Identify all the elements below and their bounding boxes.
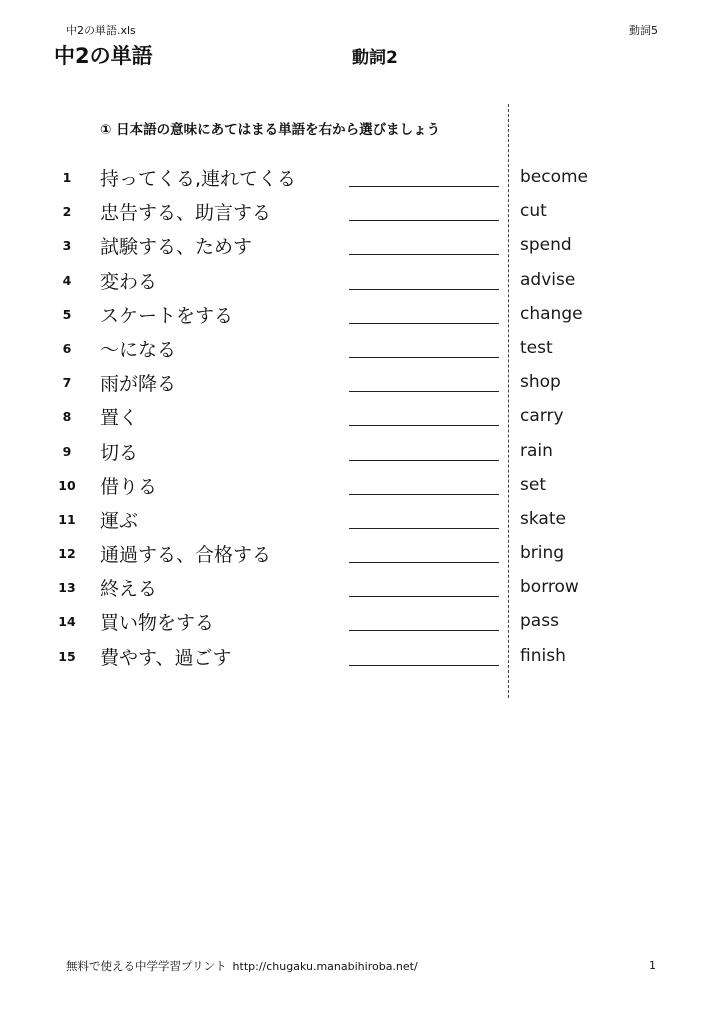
question-text: 置く [100, 407, 139, 430]
question-row [0, 604, 508, 638]
question-number: 10 [58, 477, 76, 493]
question-number: 7 [62, 375, 72, 391]
word-choice: pass [520, 611, 559, 632]
answer-blank[interactable] [349, 460, 499, 461]
word-choice: become [520, 167, 589, 187]
word-choice: advise [520, 269, 576, 290]
question-number: 13 [58, 580, 76, 596]
answer-blank[interactable] [349, 289, 499, 290]
question-text: 買い物をする [100, 612, 215, 635]
question-number: 4 [62, 272, 72, 288]
footer-url-link[interactable]: http://chugaku.manabihiroba.net/ [232, 960, 418, 973]
answer-blank[interactable] [349, 323, 499, 324]
answer-blank[interactable] [349, 630, 499, 631]
page-number: 1 [649, 959, 656, 972]
question-text: 切る [100, 441, 139, 464]
question-number: 6 [62, 340, 72, 356]
footer [66, 958, 418, 974]
word-choice: shop [520, 372, 561, 393]
answer-blank[interactable] [349, 596, 499, 597]
question-number: 2 [62, 204, 72, 220]
question-number: 1 [62, 170, 72, 185]
word-choice: set [520, 474, 546, 495]
question-text: 通過する、合格する [100, 544, 272, 567]
word-choice: carry [520, 406, 564, 427]
question-number: 12 [58, 546, 76, 562]
answer-blank[interactable] [349, 254, 499, 255]
file-name: 中2の単語.xls [66, 24, 136, 37]
page-title: 中2の単語 [54, 44, 153, 68]
question-row [0, 365, 508, 399]
answer-blank[interactable] [349, 186, 499, 187]
question-row [0, 570, 508, 604]
question-text: 費やす、過ごす [100, 646, 232, 669]
question-text: ～になる [100, 338, 177, 361]
word-choice-list [520, 160, 588, 673]
page-subtitle: 動詞2 [352, 48, 398, 68]
question-number: 9 [62, 443, 72, 459]
question-number: 8 [62, 409, 72, 425]
instruction: ① 日本語の意味にあてはまる単語を右から選びましょう [100, 122, 441, 138]
question-number: 3 [62, 238, 72, 254]
question-text: 持ってくる,連れてくる [100, 168, 297, 190]
word-choice: test [520, 337, 553, 358]
word-choice: skate [520, 508, 566, 529]
page-code: 動詞5 [629, 24, 658, 37]
question-text: 終える [100, 578, 158, 601]
question-list [0, 160, 508, 673]
word-choice: cut [520, 201, 547, 222]
question-row [0, 228, 508, 262]
question-text: 忠告する、助言する [100, 202, 272, 225]
question-row [0, 502, 508, 536]
question-row [0, 399, 508, 433]
footer-label: 無料で使える中学学習プリント [66, 959, 227, 973]
question-number: 15 [58, 648, 76, 664]
answer-blank[interactable] [349, 494, 499, 495]
question-row [0, 434, 508, 468]
answer-blank[interactable] [349, 665, 499, 666]
question-row [0, 331, 508, 365]
question-number: 11 [58, 511, 76, 527]
question-text: 借りる [100, 475, 158, 498]
answer-blank[interactable] [349, 425, 499, 426]
answer-blank[interactable] [349, 357, 499, 358]
word-choice: change [520, 303, 583, 324]
question-row [0, 160, 508, 194]
question-number: 14 [58, 614, 76, 630]
question-number: 5 [62, 306, 72, 322]
question-row [0, 194, 508, 228]
question-text: 運ぶ [100, 509, 139, 532]
question-text: 試験する、ためす [100, 236, 253, 259]
question-text: 雨が降る [100, 373, 177, 396]
question-row [0, 639, 508, 673]
word-choice: spend [520, 235, 572, 256]
question-row [0, 468, 508, 502]
question-text: 変わる [100, 270, 158, 293]
question-row [0, 536, 508, 570]
word-choice: finish [520, 645, 566, 666]
question-row [0, 297, 508, 331]
answer-blank[interactable] [349, 528, 499, 529]
question-text: スケートをする [100, 304, 234, 327]
answer-blank[interactable] [349, 391, 499, 392]
word-choice: rain [520, 440, 553, 461]
question-row [0, 263, 508, 297]
word-choice: borrow [520, 577, 579, 598]
answer-blank[interactable] [349, 220, 499, 221]
dashed-divider [508, 104, 509, 698]
word-choice: bring [520, 543, 565, 564]
answer-blank[interactable] [349, 562, 499, 563]
